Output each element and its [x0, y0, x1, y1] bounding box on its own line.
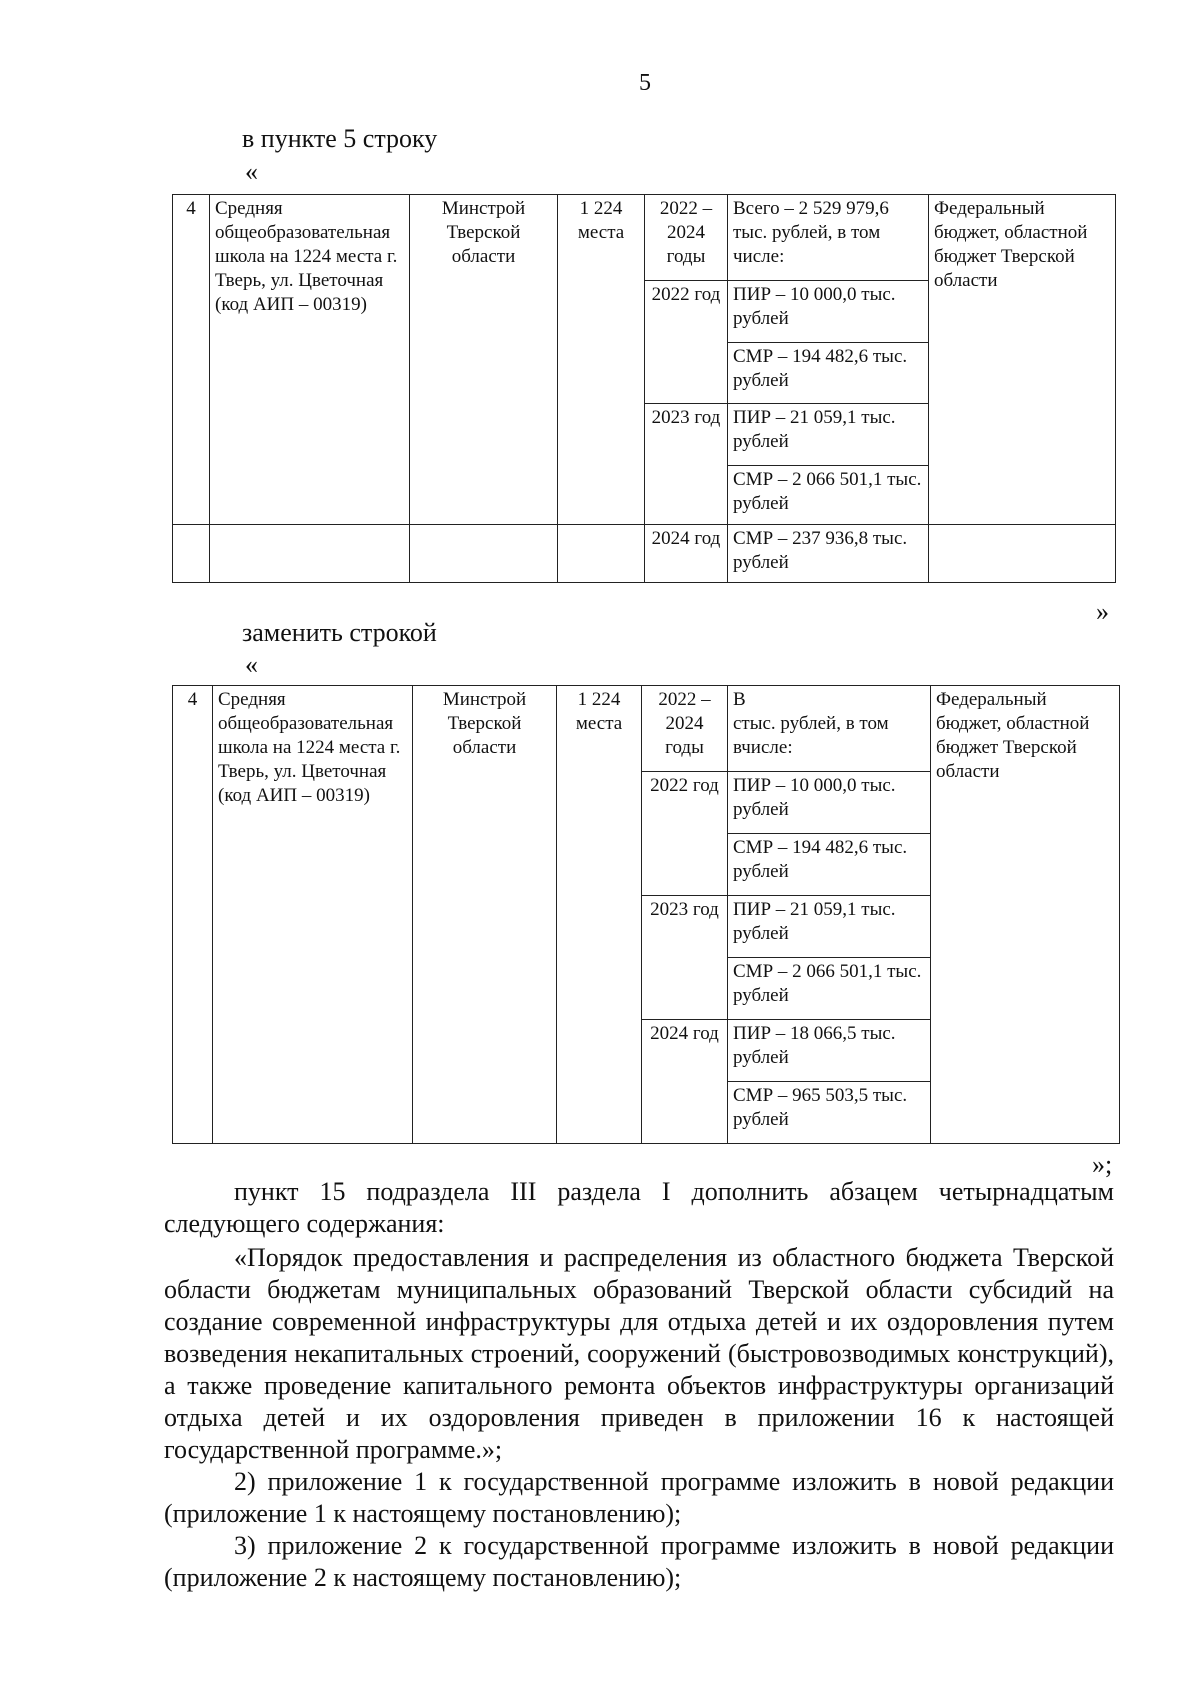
old-capacity: 1 224 места — [558, 195, 645, 525]
close-quote-2: »; — [1092, 1150, 1113, 1179]
new-2023-item-2: СМР – 2 066 501,1 тыс. рублей — [728, 958, 931, 1020]
replace-line: заменить строкой — [242, 618, 437, 647]
old-empty-object — [210, 525, 410, 583]
old-period: 2022 – 2024 годы — [645, 195, 728, 281]
old-year-2024: 2024 год — [645, 525, 728, 583]
old-2022-item-2: СМР – 194 482,6 тыс. рублей — [728, 343, 929, 404]
old-row-table — [172, 194, 1116, 583]
new-customer: Минстрой Тверской области — [413, 686, 557, 1144]
old-row-number: 4 — [173, 195, 210, 525]
paragraph-3: 2) приложение 1 к государственной программе изложить в новой редакции (приложение 1 к настоящему постановлению); — [164, 1467, 1114, 1528]
paragraph-2: «Порядок предоставления и распределения из областного бюджета Тверской области бюджетам муниципальных образований Тверской области субсидий на создание современной инфраструктуры для отдыха детей и их оздоровления путем возведения некапитальных строений, сооружений (быстровозводимых конструкций), а также проведение капитального ремонта объектов инфраструктуры организаций отдыха детей и их оздоровления приведен в приложении 16 к настоящей государственной программе.»; — [164, 1243, 1114, 1464]
new-2022-item-2: СМР – 194 482,6 тыс. рублей — [728, 834, 931, 896]
new-2024-item-1: ПИР – 18 066,5 тыс. рублей — [728, 1020, 931, 1082]
new-row-table — [172, 685, 1120, 1144]
old-object-name: Средняя общеобразовательная школа на 1224 места г. Тверь, ул. Цветочная (код АИП – 00319) — [210, 195, 410, 525]
old-2023-item-2: СМР – 2 066 501,1 тыс. рублей — [728, 466, 929, 525]
new-total-line-3: вчисле: — [733, 737, 793, 758]
open-quote-2: « — [245, 650, 258, 679]
new-capacity: 1 224 места — [557, 686, 642, 1144]
old-customer: Минстрой Тверской области — [410, 195, 558, 525]
new-2024-item-2: СМР – 965 503,5 тыс. рублей — [728, 1082, 931, 1144]
old-empty-customer — [410, 525, 558, 583]
new-object-name: Средняя общеобразовательная школа на 1224 места г. Тверь, ул. Цветочная (код АИП – 00319) — [213, 686, 413, 1144]
new-total-line-1: В — [733, 689, 746, 710]
new-period: 2022 – 2024 годы — [642, 686, 728, 772]
body-text — [164, 1176, 1114, 1594]
new-year-2024: 2024 год — [642, 1020, 728, 1144]
old-empty-capacity — [558, 525, 645, 583]
new-year-2022: 2022 год — [642, 772, 728, 896]
paragraph-4: 3) приложение 2 к государственной программе изложить в новой редакции (приложение 2 к настоящему постановлению); — [164, 1531, 1114, 1592]
old-year-2022: 2022 год — [645, 281, 728, 404]
new-2023-item-1: ПИР – 21 059,1 тыс. рублей — [728, 896, 931, 958]
open-quote: « — [245, 157, 258, 186]
old-empty-source — [929, 525, 1116, 583]
old-2023-item-1: ПИР – 21 059,1 тыс. рублей — [728, 404, 929, 466]
new-2022-item-1: ПИР – 10 000,0 тыс. рублей — [728, 772, 931, 834]
paragraph-1: пункт 15 подраздела III раздела I дополнить абзацем четырнадцатым следующего содержания: — [164, 1177, 1114, 1238]
page-number: 5 — [639, 70, 651, 96]
old-funding-source: Федеральный бюджет, областной бюджет Тверской области — [929, 195, 1116, 525]
old-empty-num — [173, 525, 210, 583]
intro-line: в пункте 5 строку — [242, 124, 438, 153]
old-2022-item-1: ПИР – 10 000,0 тыс. рублей — [728, 281, 929, 343]
new-year-2023: 2023 год — [642, 896, 728, 1020]
new-row-number: 4 — [173, 686, 213, 1144]
old-year-2023: 2023 год — [645, 404, 728, 525]
new-funding-source: Федеральный бюджет, областной бюджет Тверской области — [931, 686, 1120, 1144]
close-quote-1: » — [1096, 597, 1109, 626]
new-total — [728, 686, 931, 772]
new-total-line-2: стыс. рублей, в том — [733, 713, 889, 734]
old-total: Всего – 2 529 979,6 тыс. рублей, в том числе: — [728, 195, 929, 281]
old-2024-item-1: СМР – 237 936,8 тыс. рублей — [728, 525, 929, 583]
